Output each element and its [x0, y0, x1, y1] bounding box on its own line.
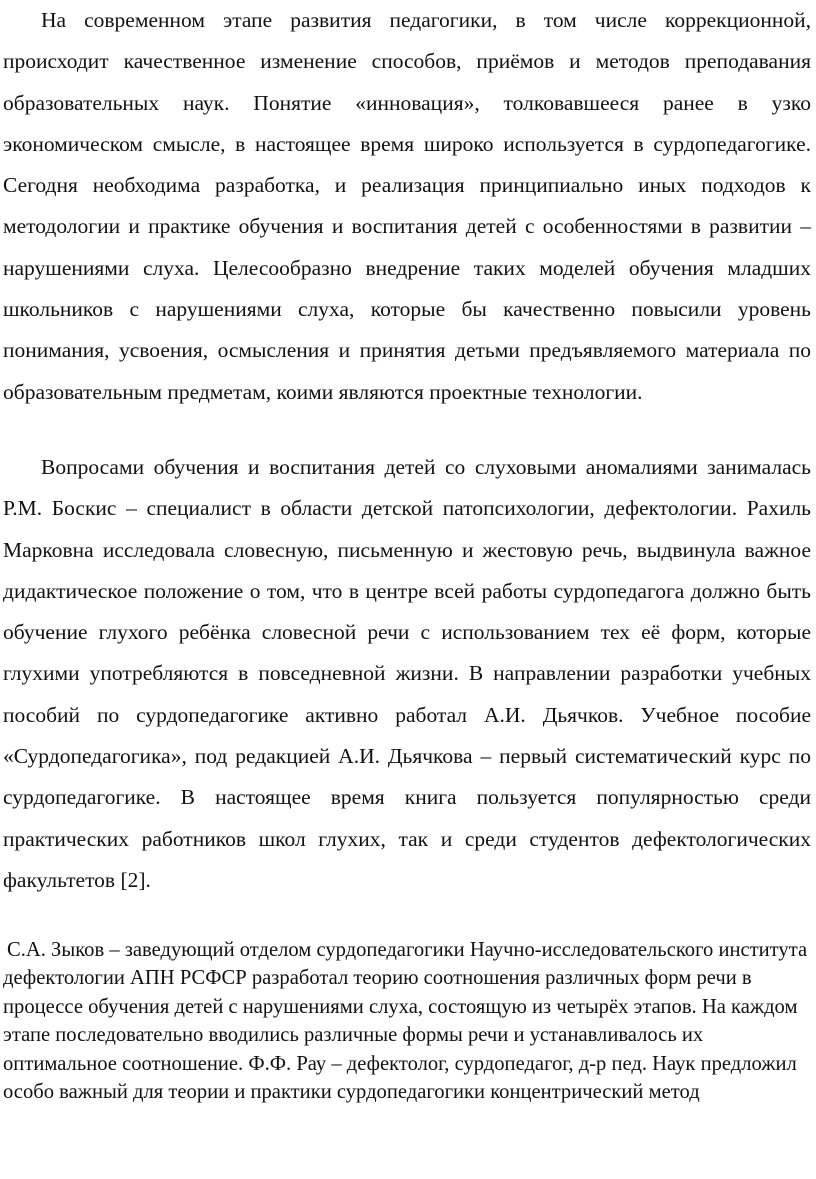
paragraph-zykov-rau: С.А. Зыков – заведующий отделом сурдопедагогики Научно-исследовательского института дефектологии АПН РСФСР разработал теорию соотношения различных форм речи в процессе обучения детей с нарушениями слуха, состоящую из четырёх этапов. На каждом этапе последовательно вводились различные формы речи и устанавливалось их оптимальное соотношение. Ф.Ф. Рау – дефектолог, сурдопедагог, д-р пед. Наук предложил особо важный для теории и практики сурдопедагогики концентрический метод	[3, 939, 808, 1104]
paragraph-boskis-dyachkov: Вопросами обучения и воспитания детей со слуховыми аномалиями занималась Р.М. Боскис – специалист в области детской патопсихологии, дефектологии. Рахиль Марковна исследовала словесную, письменную и жестовую речь, выдвинула важное дидактическое положение о том, что в центре всей работы сурдопедагога должно быть обучение глухого ребёнка словесной речи с использованием тех её форм, которые глухими употребляются в повседневной жизни. В направлении разработки учебных пособий по сурдопедагогике активно работал А.И. Дьячков. Учебное пособие «Сурдопедагогика», под редакцией А.И. Дьячкова – первый систематический курс по сурдопедагогике. В настоящее время книга пользуется популярностью среди практических работников школ глухих, так и среди студентов дефектологических факультетов [2].	[3, 455, 811, 892]
paragraph-innovation-in-pedagogy: На современном этапе развития педагогики, в том числе коррекционной, происходит качественное изменение способов, приёмов и методов преподавания образовательных наук. Понятие «инновация», толковавшееся ранее в узко экономическом смысле, в настоящее время широко используется в сурдопедагогике. Сегодня необходима разработка, и реализация принципиально иных подходов к методологии и практике обучения и воспитания детей с особенностями в развитии – нарушениями слуха. Целесообразно внедрение таких моделей обучения младших школьников с нарушениями слуха, которые бы качественно повысили уровень понимания, усвоения, осмысления и принятия детьми предъявляемого материала по образовательным предметам, коими являются проектные технологии.	[3, 8, 811, 404]
